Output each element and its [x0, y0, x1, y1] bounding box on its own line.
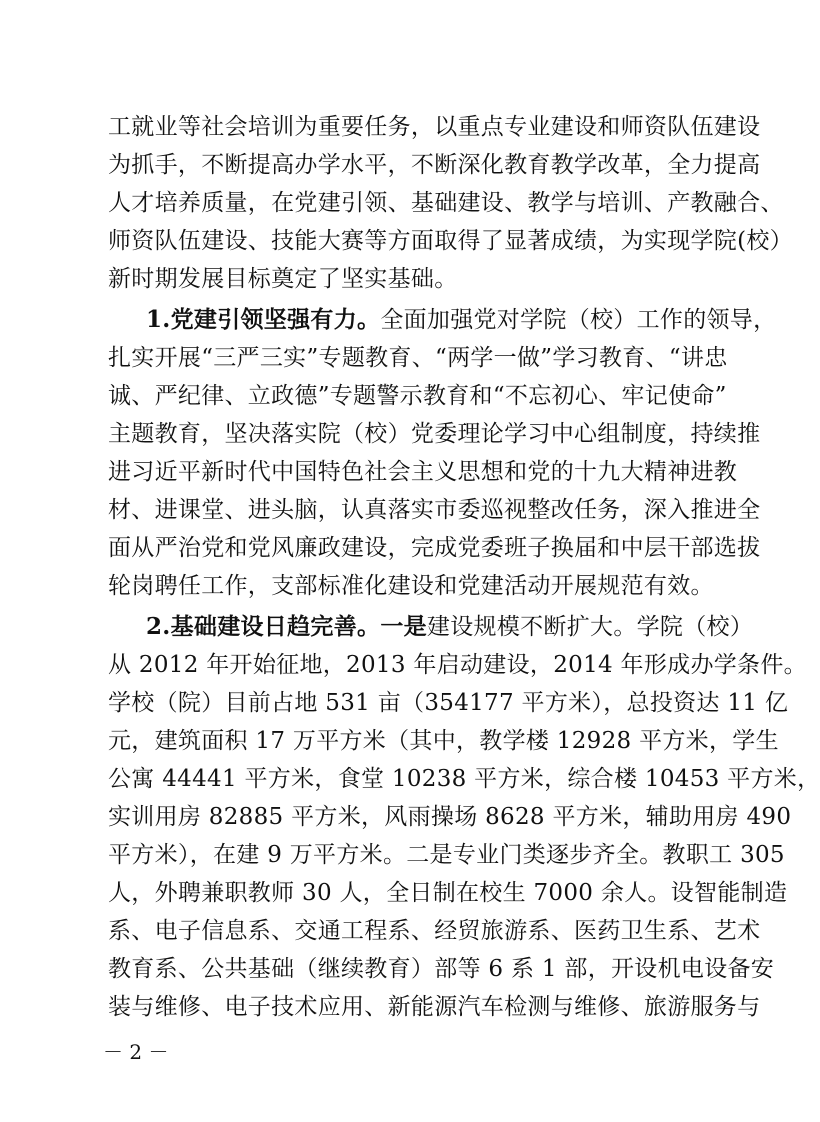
paragraph-line: 轮岗聘任工作，支部标准化建设和党建活动开展规范有效。 — [108, 573, 714, 599]
paragraph-line: 实训用房 82885 平方米，风雨操场 8628 平方米，辅助用房 490 — [108, 804, 792, 830]
section1-first-line-text: 全面加强党对学院（校）工作的领导， — [380, 307, 777, 333]
paragraph-line: 公寓 44441 平方米，食堂 10238 平方米，综合楼 10453 平方米， — [108, 766, 820, 792]
paragraph-line: 扎实开展“三严三实”专题教育、“两学一做”学习教育、“讲忠 — [108, 345, 728, 371]
paragraph-line: 从 2012 年开始征地，2013 年启动建设，2014 年形成办学条件。 — [108, 652, 807, 678]
paragraph-line: 系、电子信息系、交通工程系、经贸旅游系、医药卫生系、艺术 — [108, 918, 761, 944]
section1-first-line — [146, 301, 777, 339]
page-number: － 2 － — [103, 1040, 169, 1064]
paragraph-line: 人才培养质量，在党建引领、基础建设、教学与培训、产教融合、 — [108, 190, 784, 216]
paragraph-line: 进习近平新时代中国特色社会主义思想和党的十九大精神进教 — [108, 459, 738, 485]
section2-heading: 2.基础建设日趋完善。 — [146, 613, 381, 640]
paragraph-line: 为抓手，不断提高办学水平，不断深化教育教学改革，全力提高 — [108, 152, 761, 178]
section1-heading: 1.党建引领坚强有力。 — [146, 306, 381, 333]
paragraph-line: 元，建筑面积 17 万平方米（其中，教学楼 12928 平方米，学生 — [108, 728, 779, 754]
section2-first-line-text: 建设规模不断扩大。学院（校） — [426, 614, 754, 640]
paragraph-line: 装与维修、电子技术应用、新能源汽车检测与维修、旅游服务与 — [108, 994, 761, 1020]
paragraph-line: 工就业等社会培训为重要任务，以重点专业建设和师资队伍建设 — [108, 114, 761, 140]
paragraph-line: 新时期发展目标奠定了坚实基础。 — [108, 266, 458, 292]
paragraph-line: 人，外聘兼职教师 30 人，全日制在校生 7000 余人。设智能制造 — [108, 880, 788, 906]
paragraph-line: 师资队伍建设、技能大赛等方面取得了显著成绩，为实现学院(校） — [108, 228, 793, 254]
paragraph-line: 学校（院）目前占地 531 亩（354177 平方米），总投资达 11 亿 — [108, 690, 789, 716]
paragraph-line: 面从严治党和党风廉政建设，完成党委班子换届和中层干部选拔 — [108, 535, 761, 561]
paragraph-line: 教育系、公共基础（继续教育）部等 6 系 1 部，开设机电设备安 — [108, 956, 775, 982]
paragraph-line: 材、进课堂、进头脑，认真落实市委巡视整改任务，深入推进全 — [108, 497, 761, 523]
paragraph-line: 诚、严纪律、立政德”专题警示教育和“不忘初心、牢记使命” — [108, 383, 727, 409]
section2-first-line — [146, 608, 754, 646]
paragraph-line: 主题教育，坚决落实院（校）党委理论学习中心组制度，持续推 — [108, 421, 761, 447]
paragraph-line: 平方米），在建 9 万平方米。二是专业门类逐步齐全。教职工 305 — [108, 842, 785, 868]
section2-sub-heading: 一是 — [380, 613, 427, 640]
